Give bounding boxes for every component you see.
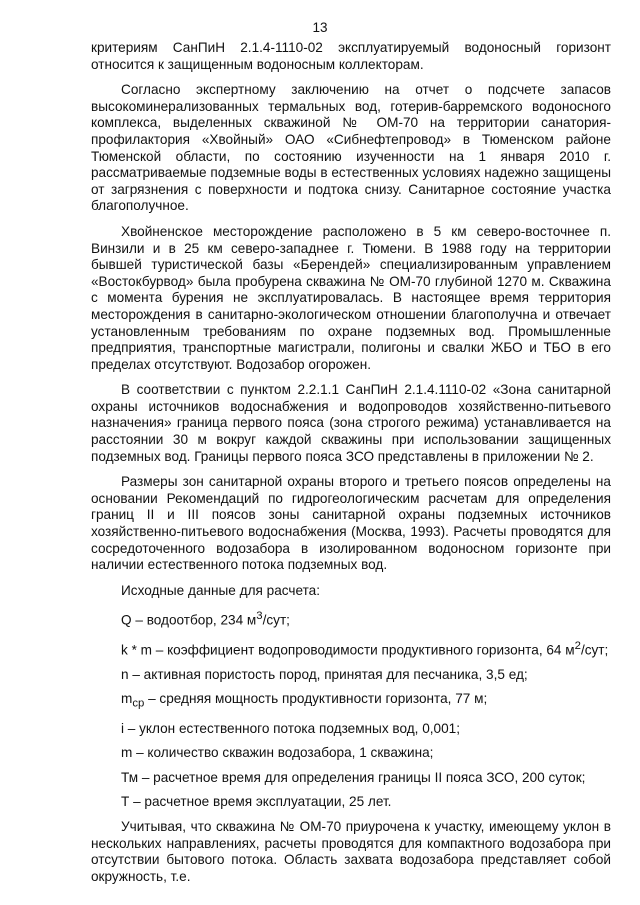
param-zone2-time: Тм – расчетное время для определения границы II пояса ЗСО, 200 суток; xyxy=(121,769,586,785)
param-mean-thickness-symbol: m xyxy=(121,691,133,707)
paragraph-capture-area: Учитывая, что скважина № ОМ-70 приурочена к участку, имеющему уклон в нескольких направлениях, расчеты проводятся для компактного водозабора при отсутствии бытового потока. Область захвата водозабора представляет собой окружность, т.е. xyxy=(91,818,611,884)
param-transmissivity-end: /сут; xyxy=(580,642,609,658)
param-mean-thickness-sub: ср xyxy=(132,697,145,710)
param-well-count: m – количество скважин водозабора, 1 скважина; xyxy=(121,745,434,761)
param-mean-thickness xyxy=(91,691,611,712)
param-porosity: n – активная пористость пород, принятая для песчаника, 3,5 ед; xyxy=(121,666,528,682)
param-flow-rate-symbol: Q xyxy=(121,612,132,628)
param-transmissivity-text: – коэффициент водопроводимости продуктивного горизонта, 64 м xyxy=(151,642,575,658)
paragraph-deposit-location: Хвойненское месторождение расположено в 5 км северо-восточнее п. Винзили и в 25 км северо-западнее г. Тюмени. В 1988 году на территории бывшей туристической базы «Берендей» специализированным управлением «Востокбурвод» была пробурена скважина № ОМ-70 глубиной 1270 м. Скважина с момента бурения не эксплуатировалась. В настоящее время территория месторождения в санитарно-экологическом отношении благополучна и отвечает установленным требованиям по охране подземных вод. Промышленные предприятия, транспортные магистрали, полигоны и свалки ЖБО и ТБО в его пределах отсутствуют. Водозабор огорожен. xyxy=(91,223,611,372)
param-flow-rate-sup: 3 xyxy=(256,610,263,623)
param-gradient: i – уклон естественного потока подземных вод, 0,001; xyxy=(121,720,461,736)
param-transmissivity xyxy=(91,638,611,659)
param-operation-time: Т – расчетное время эксплуатации, 25 лет. xyxy=(121,794,392,810)
param-flow-rate-text: – водоотбор, 234 м xyxy=(131,612,257,628)
document-body xyxy=(91,40,611,894)
paragraph-protected-aquifer: критериям СанПиН 2.1.4-1110-02 эксплуатируемый водоносный горизонт относится к защищенным водоносным коллекторам. xyxy=(91,40,611,72)
paragraph-expert-conclusion: Согласно экспертному заключению на отчет о подсчете запасов высокоминерализованных термальных вод, готерив-барремского водоносного комплекса, выделенных скважиной № ОМ-70 на территории санатория-профилактория «Хвойный» ОАО «Сибнефтепровод» в Тюменском районе Тюменской области, по состоянию изученности на 1 января 2010 г. рассматриваемые подземные воды в естественных условиях надежно защищены от загрязнения с поверхности и подтока снизу. Санитарное состояние участка благополучное. xyxy=(91,82,611,214)
param-flow-rate xyxy=(91,608,611,629)
param-transmissivity-sup: 2 xyxy=(574,639,581,652)
param-flow-rate-end: /сут; xyxy=(262,612,290,628)
paragraph-zone-sizes: Размеры зон санитарной охраны второго и третьего поясов определены на основании Рекомендаций по гидрогеологическим расчетам для определения границ II и III поясов зоны санитарной охраны подземных источников хозяйственно-питьевого водоснабжения (Москва, 1993). Расчеты проводятся для сосредоточенного водозабора в изолированном водоносном горизонте при наличии естественного потока подземных вод. xyxy=(91,474,611,573)
paragraph-first-zone: В соответствии с пунктом 2.2.1.1 СанПиН 2.1.4.1110-02 «Зона санитарной охраны источников водоснабжения и водопроводов хозяйственно-питьевого назначения» граница первого пояса (зона строгого режима) устанавливается на расстоянии 30 м вокруг каждой скважины при использовании защищенных подземных вод. Границы первого пояса ЗСО представлены в приложении № 2. xyxy=(91,382,611,464)
page-number: 13 xyxy=(312,20,328,35)
paragraph-input-data-heading: Исходные данные для расчета: xyxy=(121,582,321,598)
param-mean-thickness-text: – средняя мощность продуктивности горизонта, 77 м; xyxy=(144,691,488,707)
param-transmissivity-symbol: k * m xyxy=(121,642,152,658)
